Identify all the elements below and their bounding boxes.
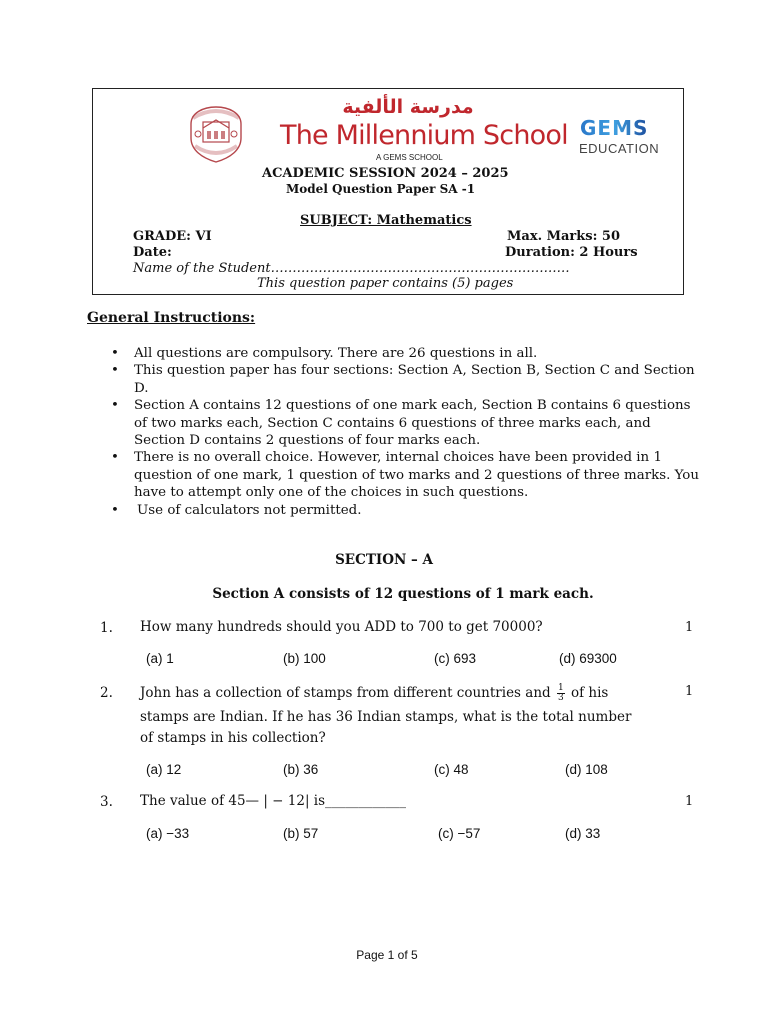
- option-c: (c) −57: [438, 826, 481, 841]
- bullet-icon: •: [111, 398, 119, 414]
- instructions-list: [105, 345, 705, 519]
- question-text: [140, 683, 670, 704]
- page-footer: Page 1 of 5: [356, 948, 418, 962]
- academic-session: ACADEMIC SESSION 2024 – 2025: [262, 166, 509, 181]
- option-c: (c) 48: [434, 762, 469, 777]
- school-crest-icon: [185, 104, 247, 164]
- fraction-one-third: [557, 684, 565, 703]
- option-b: (b) 57: [283, 826, 319, 841]
- section-description: Section A consists of 12 questions of 1 mark each.: [212, 586, 594, 602]
- question-text: The value of 45— | − 12| is____________: [140, 793, 407, 809]
- fraction-denominator: 3: [557, 693, 564, 703]
- gems-education-label: EDUCATION: [579, 141, 660, 156]
- instruction-text: Use of calculators not permitted.: [137, 502, 362, 518]
- max-marks-label: Max. Marks: 50: [507, 229, 621, 244]
- question-marks: 1: [685, 620, 694, 635]
- list-item: [105, 362, 705, 397]
- question-number: 1.: [100, 620, 113, 636]
- paper-title: Model Question Paper SA -1: [286, 182, 476, 196]
- list-item: [105, 502, 705, 519]
- question-number: 2.: [100, 685, 113, 701]
- option-d: (d) 69300: [559, 651, 617, 666]
- instruction-text: All questions are compulsory. There are 26 questions in all.: [134, 346, 538, 361]
- question-marks: 1: [685, 684, 694, 699]
- gems-logo-text: GEMS: [580, 116, 649, 140]
- fraction-numerator: 1: [557, 683, 564, 693]
- option-a: (a) 12: [146, 762, 182, 777]
- instruction-text: There is no overall choice. However, internal choices have been provided in 1 question of one mark, 1 question of two marks and 2 questions of three marks. You have to attempt only one of the choices in such questions.: [134, 450, 699, 501]
- school-name: The Millennium School: [280, 120, 568, 151]
- bullet-icon: •: [111, 450, 119, 466]
- list-item: [105, 345, 705, 362]
- student-name-line: Name of the Student……………………………………………………………: [133, 261, 570, 276]
- option-d: (d) 108: [565, 762, 608, 777]
- option-b: (b) 36: [283, 762, 319, 777]
- general-instructions-title: General Instructions:: [87, 310, 256, 326]
- instruction-text: This question paper has four sections: Section A, Section B, Section C and Section D.: [134, 363, 695, 396]
- question-number: 3.: [100, 794, 113, 810]
- section-title: SECTION – A: [335, 552, 433, 568]
- duration-label: Duration: 2 Hours: [505, 245, 638, 260]
- option-a: (a) −33: [146, 826, 190, 841]
- school-tagline: A GEMS SCHOOL: [376, 153, 443, 162]
- date-label: Date:: [133, 245, 172, 260]
- bullet-icon: •: [111, 346, 119, 361]
- bullet-icon: •: [111, 363, 119, 379]
- bullet-icon: •: [111, 502, 119, 518]
- grade-label: GRADE: VI: [133, 229, 212, 244]
- list-item: [105, 397, 705, 449]
- subject-title: SUBJECT: Mathematics: [300, 213, 472, 228]
- question-text: How many hundreds should you ADD to 700 to get 70000?: [140, 619, 543, 635]
- list-item: [105, 449, 705, 501]
- question-text-part: of his: [571, 685, 609, 701]
- question-marks: 1: [685, 794, 694, 809]
- option-b: (b) 100: [283, 651, 326, 666]
- school-name-arabic: مدرسة الألفية: [342, 96, 474, 118]
- question-text-part: John has a collection of stamps from different countries and: [140, 685, 551, 701]
- option-c: (c) 693: [434, 651, 477, 666]
- page-count-note: This question paper contains (5) pages: [257, 276, 514, 291]
- option-d: (d) 33: [565, 826, 601, 841]
- option-a: (a) 1: [146, 651, 174, 666]
- instruction-text: Section A contains 12 questions of one mark each, Section B contains 6 questions of two marks each, Section C contains 6 questions of three marks each, and Section D contains 2 questions of four marks each.: [134, 398, 691, 449]
- question-text-continued: stamps are Indian. If he has 36 Indian stamps, what is the total number of stamps in his collection?: [140, 709, 632, 746]
